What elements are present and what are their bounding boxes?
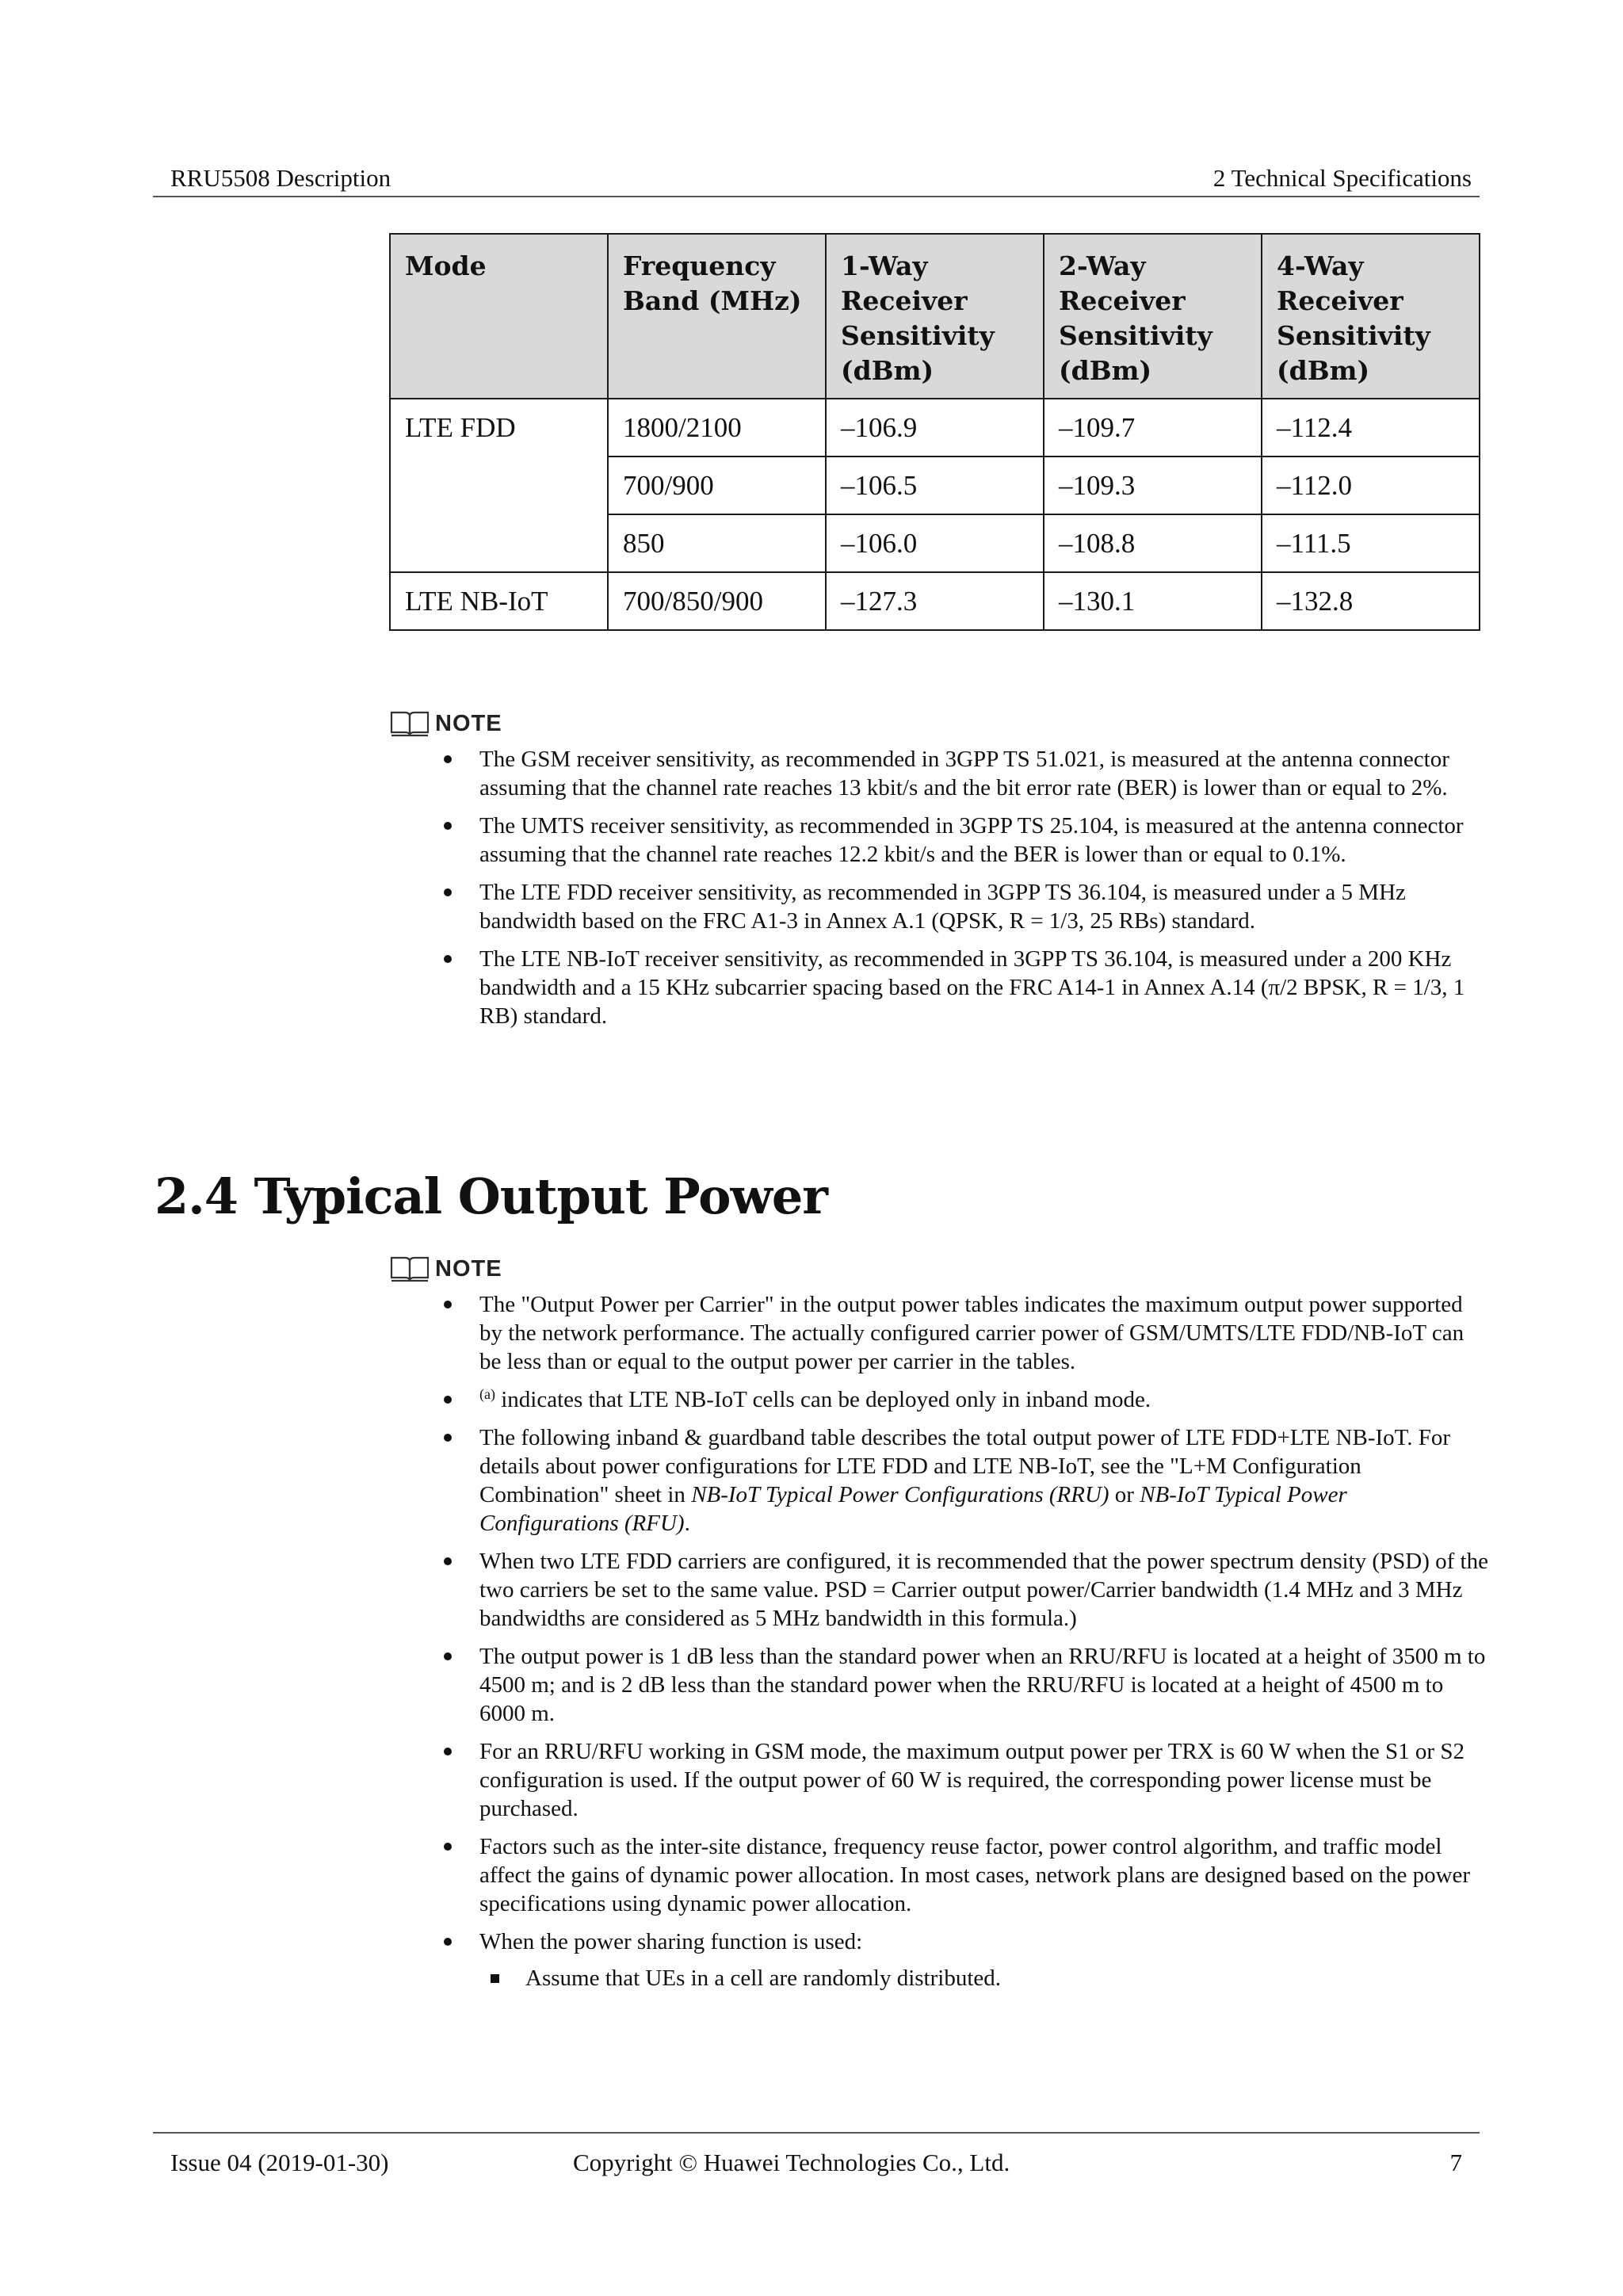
list-item: The "Output Power per Carrier" in the output power tables indicates the maximum output power supported by the network performance. The actually configured carrier power of GSM/UMTS/LTE FDD/NB-IoT can be less than or equal to the output power per carrier in the tables. bbox=[444, 1290, 1490, 1376]
sub-list bbox=[479, 1964, 1490, 1992]
list-item-text: The following inband & guardband table describes the total output power of LTE FDD+LTE NB-IoT. For details about power configurations for LTE FDD and LTE NB-IoT, see the "L+M Configuration Combination" sheet in bbox=[479, 1425, 1450, 1507]
list-item: When two LTE FDD carriers are configured, it is recommended that the power spectrum density (PSD) of the two carriers be set to the same value. PSD = Carrier output power/Carrier bandwidth (1.4 MHz and 3 MHz bandwidths are considered as 5 MHz bandwidth in this formula.) bbox=[444, 1547, 1490, 1633]
issue-date: Issue 04 (2019-01-30) bbox=[170, 2149, 389, 2176]
chapter-title: 2 Technical Specifications bbox=[1212, 164, 1472, 192]
note-heading bbox=[389, 1253, 502, 1285]
table-header-row bbox=[390, 234, 1480, 399]
table-cell: 700/900 bbox=[608, 457, 826, 514]
list-item: The UMTS receiver sensitivity, as recommended in 3GPP TS 25.104, is measured at the antenna connector assuming that the channel rate reaches 12.2 kbit/s and the BER is lower than or equal to 0.1%. bbox=[444, 812, 1490, 869]
table-cell: 1800/2100 bbox=[608, 399, 826, 457]
list-item: The GSM receiver sensitivity, as recommended in 3GPP TS 51.021, is measured at the antenna connector assuming that the channel rate reaches 13 kbit/s and the bit error rate (BER) is lower than or equal to 2%. bbox=[444, 745, 1490, 802]
column-header: 2-Way Receiver Sensitivity (dBm) bbox=[1044, 234, 1262, 399]
note-list bbox=[444, 1290, 1490, 2002]
list-item: The LTE FDD receiver sensitivity, as recommended in 3GPP TS 36.104, is measured under a 5 MHz bandwidth based on the FRC A1-3 in Annex A.1 (QPSK, R = 1/3, 25 RBs) standard. bbox=[444, 878, 1490, 935]
list-item bbox=[444, 1423, 1490, 1538]
list-item bbox=[444, 1385, 1490, 1414]
receiver-sensitivity-table bbox=[389, 233, 1480, 631]
footnote-marker: (a) bbox=[479, 1386, 495, 1402]
table-cell: –112.4 bbox=[1262, 399, 1480, 457]
page-footer bbox=[153, 2132, 1480, 2176]
page-number: 7 bbox=[1449, 2149, 1462, 2176]
column-header: Frequency Band (MHz) bbox=[608, 234, 826, 399]
list-item-text: When the power sharing function is used: bbox=[479, 1929, 863, 1954]
list-item bbox=[444, 1927, 1490, 1992]
list-item-text: or bbox=[1109, 1482, 1140, 1507]
column-header: 1-Way Receiver Sensitivity (dBm) bbox=[826, 234, 1044, 399]
table-cell: –106.5 bbox=[826, 457, 1044, 514]
book-icon bbox=[389, 709, 430, 739]
note-label: NOTE bbox=[435, 1255, 502, 1282]
page-header bbox=[153, 161, 1480, 197]
table-cell: –132.8 bbox=[1262, 572, 1480, 630]
table-cell: –106.0 bbox=[826, 514, 1044, 572]
list-item-text: indicates that LTE NB-IoT cells can be deployed only in inband mode. bbox=[495, 1387, 1151, 1412]
table-cell: –109.3 bbox=[1044, 457, 1262, 514]
book-icon bbox=[389, 1254, 430, 1284]
list-item-text: . bbox=[684, 1511, 690, 1536]
list-item: For an RRU/RFU working in GSM mode, the maximum output power per TRX is 60 W when the S1 or S2 configuration is used. If the output power of 60 W is required, the corresponding power license must be purchased. bbox=[444, 1737, 1490, 1823]
table-cell: –130.1 bbox=[1044, 572, 1262, 630]
table-cell: –106.9 bbox=[826, 399, 1044, 457]
document-reference: NB-IoT Typical Power Configurations (RRU) bbox=[691, 1482, 1109, 1507]
list-item: The output power is 1 dB less than the standard power when an RRU/RFU is located at a height of 3500 m to 4500 m; and is 2 dB less than the standard power when the RRU/RFU is located at a height of 4500 m to 6000 m. bbox=[444, 1642, 1490, 1728]
document-title: RRU5508 Description bbox=[170, 164, 391, 192]
note-list bbox=[444, 745, 1490, 1040]
table-cell: 700/850/900 bbox=[608, 572, 826, 630]
mode-cell: LTE FDD bbox=[390, 399, 608, 572]
table-cell: –109.7 bbox=[1044, 399, 1262, 457]
table-row bbox=[390, 399, 1480, 457]
table-cell: –108.8 bbox=[1044, 514, 1262, 572]
list-item: The LTE NB-IoT receiver sensitivity, as recommended in 3GPP TS 36.104, is measured under a 200 KHz bandwidth and a 15 KHz subcarrier spacing based on the FRC A14-1 in Annex A.14 (π/2 BPSK, R = 1/3, 1 RB) standard. bbox=[444, 945, 1490, 1030]
table-cell: –112.0 bbox=[1262, 457, 1480, 514]
sub-list-item: Assume that UEs in a cell are randomly distributed. bbox=[479, 1964, 1490, 1992]
table-row bbox=[390, 572, 1480, 630]
table-cell: –127.3 bbox=[826, 572, 1044, 630]
column-header: 4-Way Receiver Sensitivity (dBm) bbox=[1262, 234, 1480, 399]
note-label: NOTE bbox=[435, 710, 502, 736]
mode-cell: LTE NB-IoT bbox=[390, 572, 608, 630]
column-header: Mode bbox=[390, 234, 608, 399]
document-reference: NB-IoT Typical Power Configurations (RFU) bbox=[479, 1482, 1347, 1536]
note-heading bbox=[389, 708, 502, 739]
list-item: Factors such as the inter-site distance, frequency reuse factor, power control algorithm, and traffic model affect the gains of dynamic power allocation. In most cases, network plans are designed based on the power specifications using dynamic power allocation. bbox=[444, 1832, 1490, 1918]
table-cell: 850 bbox=[608, 514, 826, 572]
section-heading: 2.4 Typical Output Power bbox=[155, 1167, 827, 1225]
table-cell: –111.5 bbox=[1262, 514, 1480, 572]
copyright: Copyright © Huawei Technologies Co., Ltd. bbox=[573, 2149, 1010, 2176]
